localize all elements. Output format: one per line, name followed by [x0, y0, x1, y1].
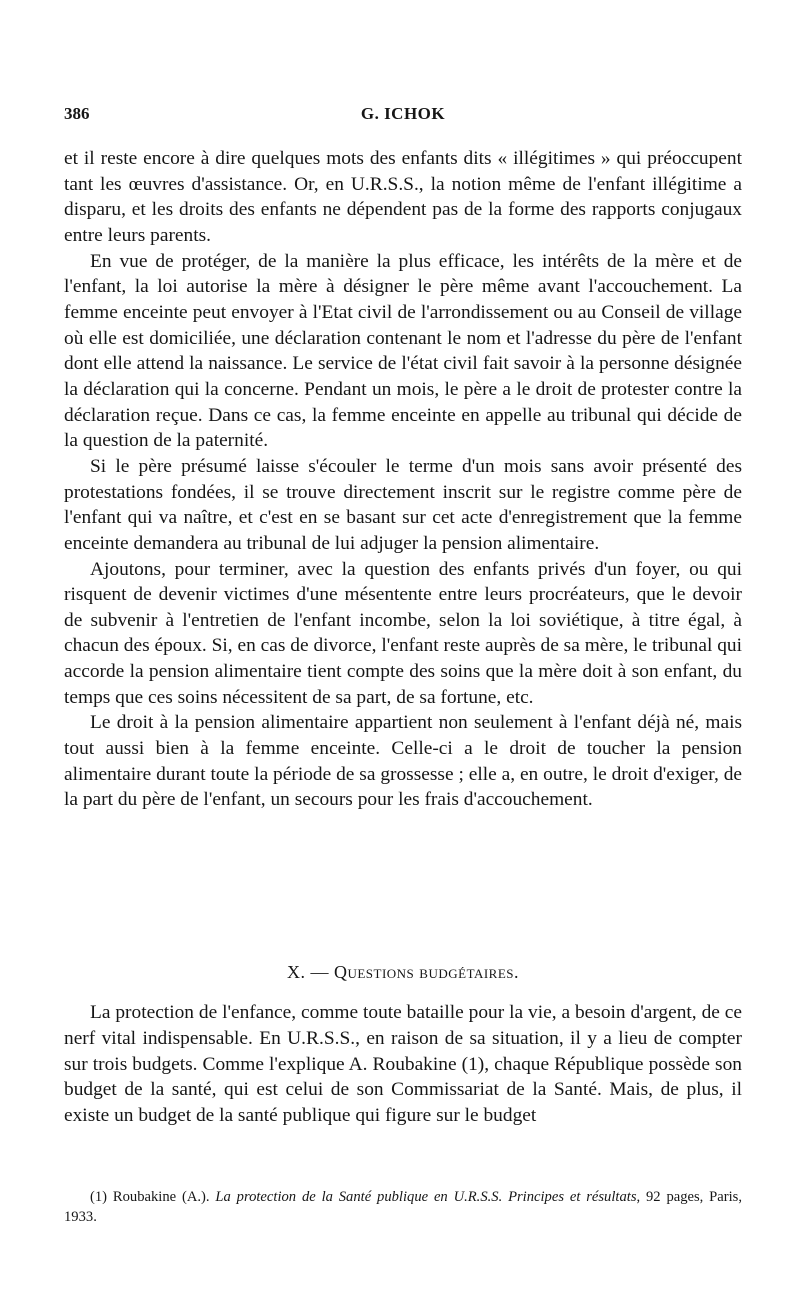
section-heading: [64, 962, 742, 983]
footnote-marker: (1): [90, 1189, 108, 1205]
paragraph-4: Ajoutons, pour terminer, avec la question des enfants privés d'un foyer, ou qui risquent de devenir victimes d'une mésentente entre leurs procréateurs, que le devoir de subvenir à l'entretien de l'enfant incombe, selon la loi soviétique, à titre égal, à chacun des époux. Si, en cas de divorce, l'enfant reste auprès de sa mère, le tribunal qui accorde la pension alimentaire tient compte des soins que la mère doit à son enfant, du temps que ces soins nécessitent de sa part, de sa fortune, etc.: [64, 558, 742, 708]
page-number: 386: [64, 104, 90, 123]
paragraph-2: En vue de protéger, de la manière la plus efficace, les intérêts de la mère et de l'enfant, la loi autorise la mère à désigner le père même avant l'accouchement. La femme enceinte peut envoyer à l'Etat civil de l'arrondissement ou au Conseil de village où elle est domiciliée, une déclaration contenant le nom et l'adresse du père de l'enfant dont elle attend la naissance. Le service de l'état civil fait savoir à la personne désignée la déclaration qui la concerne. Pendant un mois, le père a le droit de protester contre la déclaration reçue. Dans ce cas, la femme enceinte en appelle au tribunal qui décide de la question de la paternité.: [64, 250, 742, 452]
page-header: [64, 104, 742, 128]
footnote-author: Roubakine (A.).: [112, 1189, 210, 1205]
body-text: [64, 146, 742, 813]
section-text: [64, 1000, 742, 1129]
footnote: [64, 1187, 742, 1227]
footnote-title: La protection de la Santé publique en U.R.S.S. Principes et résultats: [215, 1189, 637, 1205]
section-title: Questions budgétaires.: [333, 962, 520, 982]
section-number: X. —: [286, 962, 329, 982]
paragraph-1: et il reste encore à dire quelques mots des enfants dits « illégitimes » qui préoccupent tant les œuvres d'assistance. Or, en U.R.S.S., la notion même de l'enfant illégitime a disparu, et les droits des enfants ne dépendent pas de la forme des rapports conjugaux entre leurs parents.: [64, 148, 742, 246]
paragraph-3: Si le père présumé laisse s'écouler le terme d'un mois sans avoir présenté des protestations fondées, il se trouve directement inscrit sur le registre comme père de l'enfant qui va naître, et c'est en se basant sur cet acte d'enregistrement que la femme enceinte demandera au tribunal de lui adjuger la pension alimentaire.: [64, 455, 742, 554]
section-paragraph: La protection de l'enfance, comme toute bataille pour la vie, a besoin d'argent, de ce nerf vital indispensable. En U.R.S.S., en raison de sa situation, il y a lieu de compter sur trois budgets. Comme l'explique A. Roubakine (1), chaque République possède son budget de la santé, qui est celui de son Commissariat de la Santé. Mais, de plus, il existe un budget de la santé publique qui figure sur le budget: [64, 1002, 742, 1127]
footnote-details: , 92 pages, Paris, 1933.: [64, 1189, 742, 1225]
paragraph-5: Le droit à la pension alimentaire appartient non seulement à l'enfant déjà né, mais tout aussi bien à la femme enceinte. Celle-ci a le droit de toucher la pension alimentaire durant toute la période de sa grossesse ; elle a, en outre, le droit d'exiger, de la part du père de l'enfant, un secours pour les frais d'accouchement.: [64, 712, 742, 811]
running-head: G. ICHOK: [360, 104, 446, 123]
